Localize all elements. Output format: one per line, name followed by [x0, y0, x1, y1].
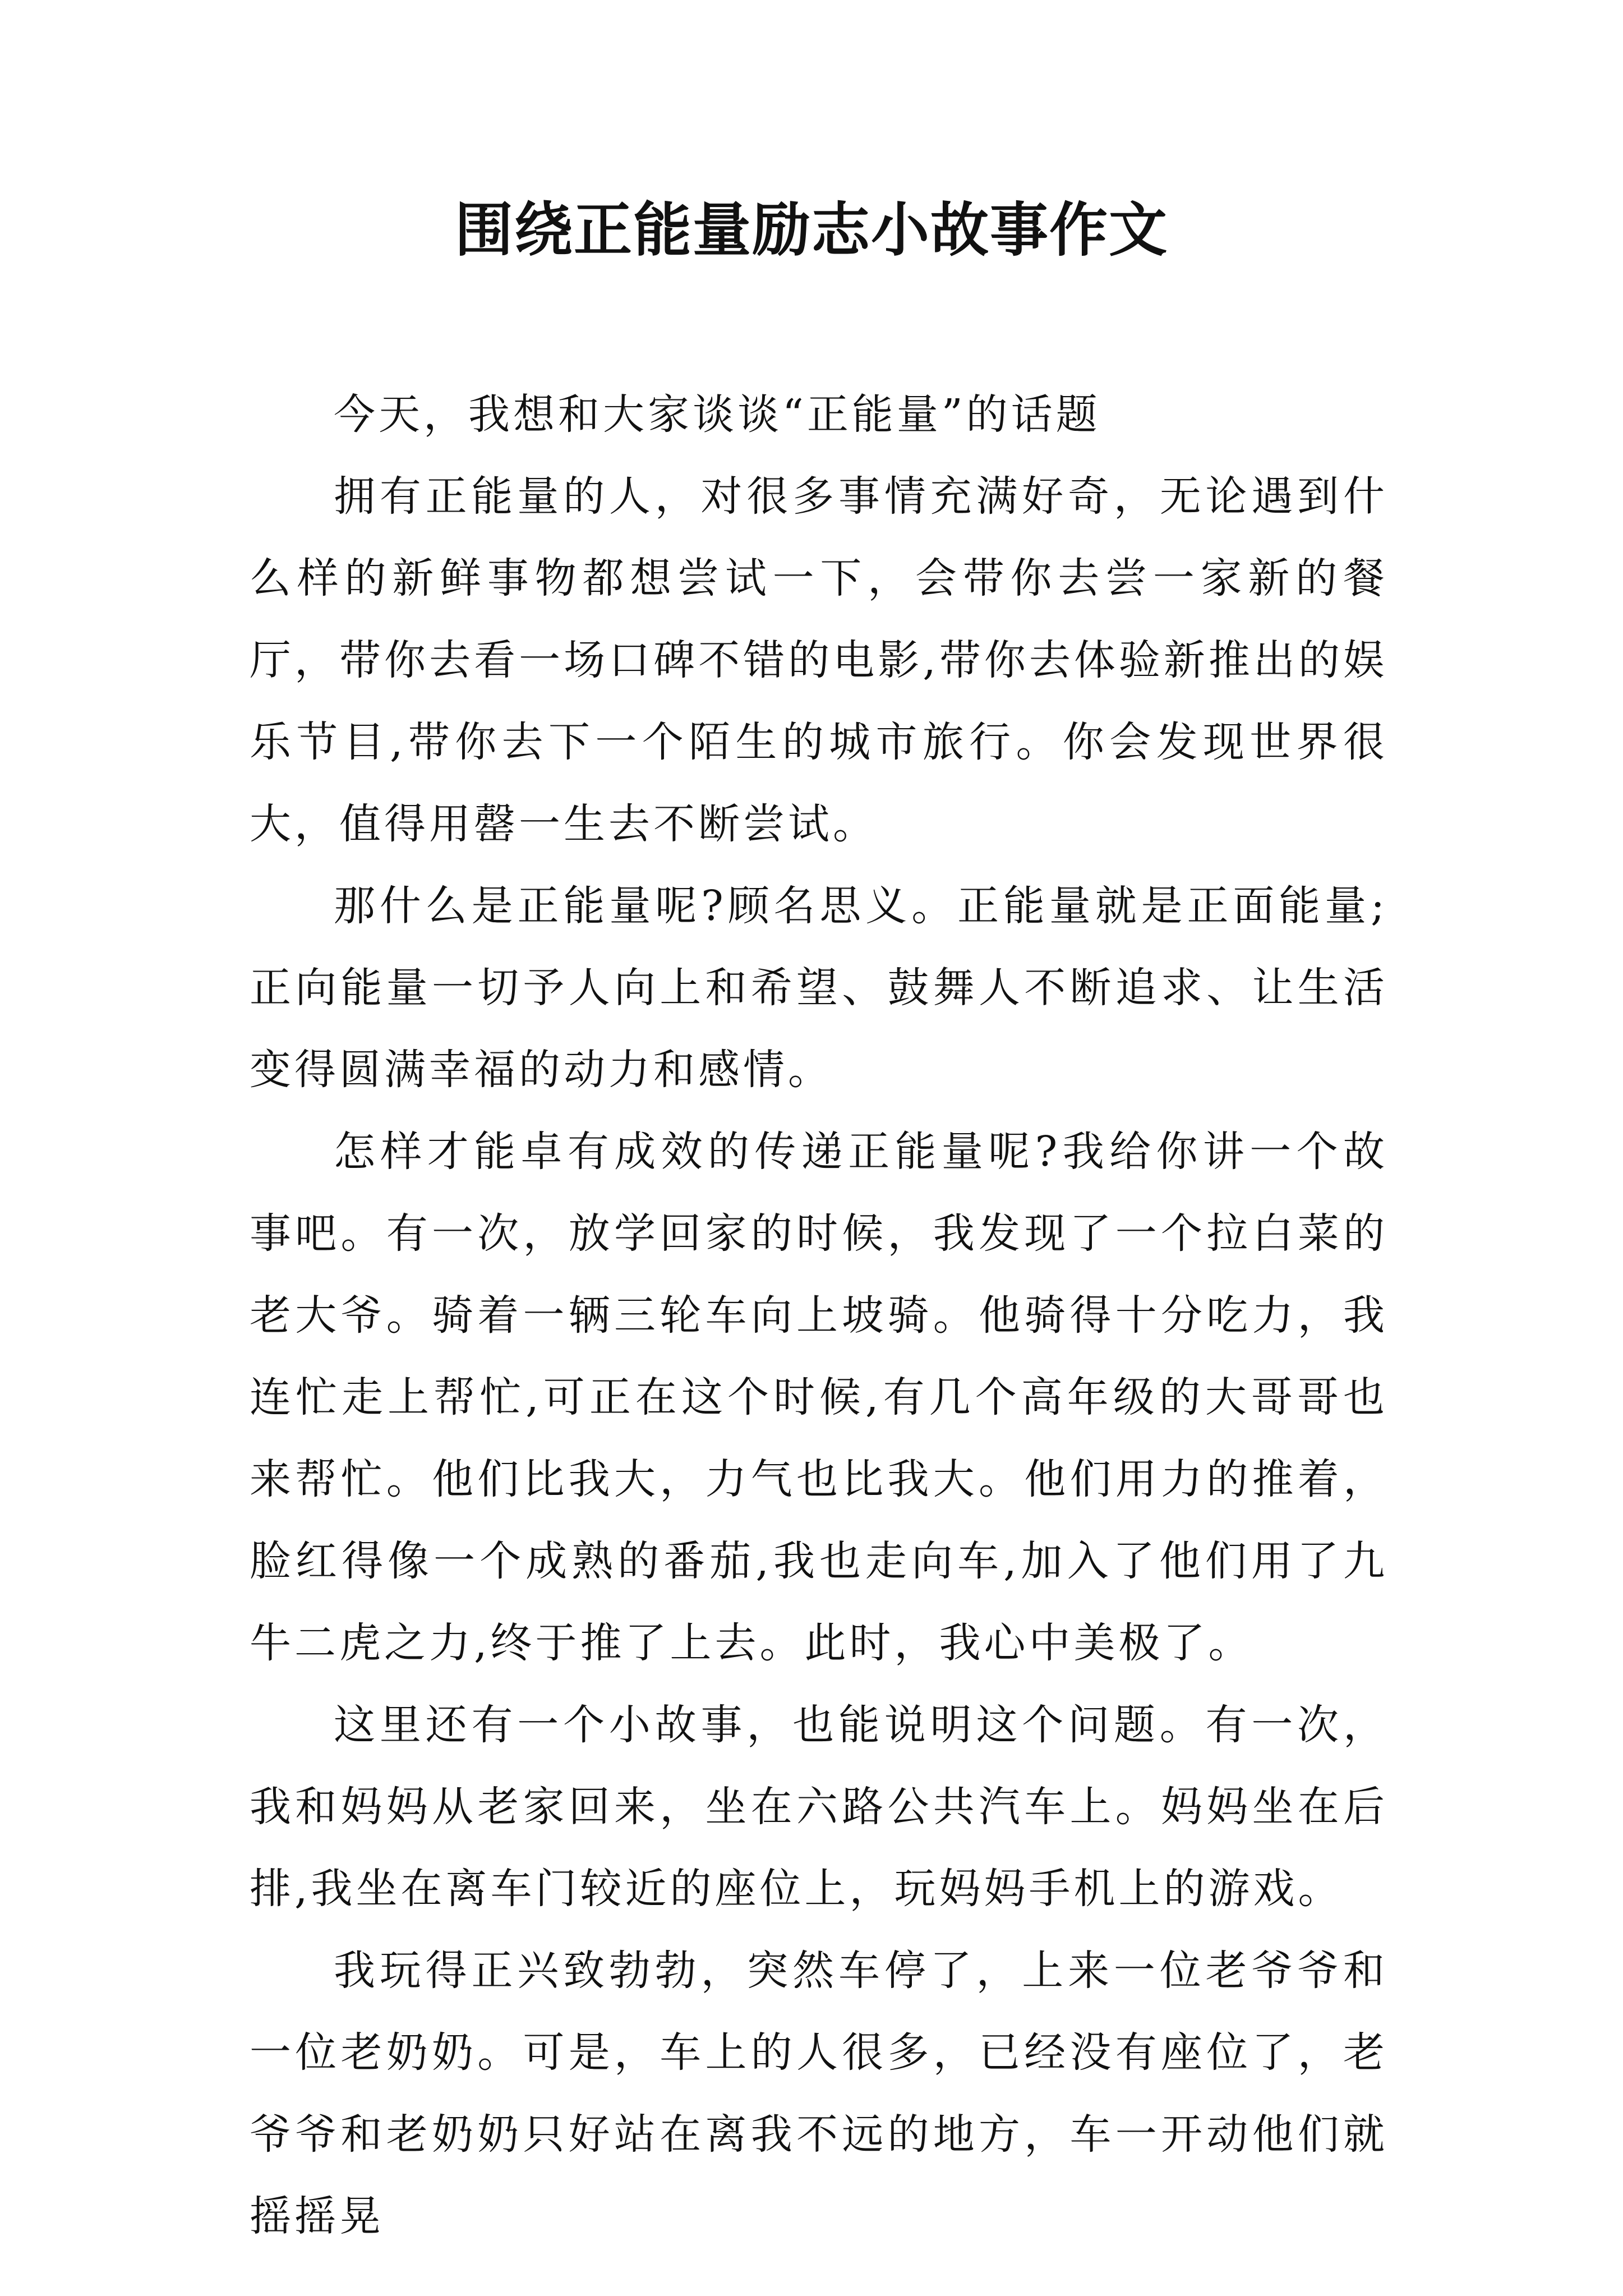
paragraph: 今天，我想和大家谈谈“正能量”的话题 — [334, 390, 1101, 439]
paragraph: 那什么是正能量呢?顾名思义。正能量就是正面能量;正向能量一切予人向上和希望、鼓舞人不断追求、让生活变得圆满幸福的动力和感情。 — [250, 882, 1388, 1094]
document-body — [250, 374, 1388, 2257]
paragraph: 这里还有一个小故事，也能说明这个问题。有一次，我和妈妈从老家回来，坐在六路公共汽车上。妈妈坐在后排,我坐在离车门较近的座位上，玩妈妈手机上的游戏。 — [250, 1701, 1388, 1913]
paragraph: 拥有正能量的人，对很多事情充满好奇，无论遇到什么样的新鲜事物都想尝试一下，会带你去尝一家新的餐厅，带你去看一场口碑不错的电影,带你去体验新推出的娱乐节目,带你去下一个陌生的城市旅行。你会发现世界很大，值得用罄一生去不断尝试。 — [250, 472, 1388, 848]
paragraph: 我玩得正兴致勃勃，突然车停了，上来一位老爷爷和一位老奶奶。可是，车上的人很多，已经没有座位了，老爷爷和老奶奶只好站在离我不远的地方，车一开动他们就摇摇晃 — [250, 1947, 1388, 2240]
paragraph: 怎样才能卓有成效的传递正能量呢?我给你讲一个故事吧。有一次，放学回家的时候，我发现了一个拉白菜的老大爷。骑着一辆三轮车向上坡骑。他骑得十分吃力，我连忙走上帮忙,可正在这个时候,有几个高年级的大哥哥也来帮忙。他们比我大，力气也比我大。他们用力的推着，脸红得像一个成熟的番茄,我也走向车,加入了他们用了九牛二虎之力,终于推了上去。此时，我心中美极了。 — [250, 1128, 1388, 1667]
document-title: 围绕正能量励志小故事作文 — [454, 195, 1168, 264]
